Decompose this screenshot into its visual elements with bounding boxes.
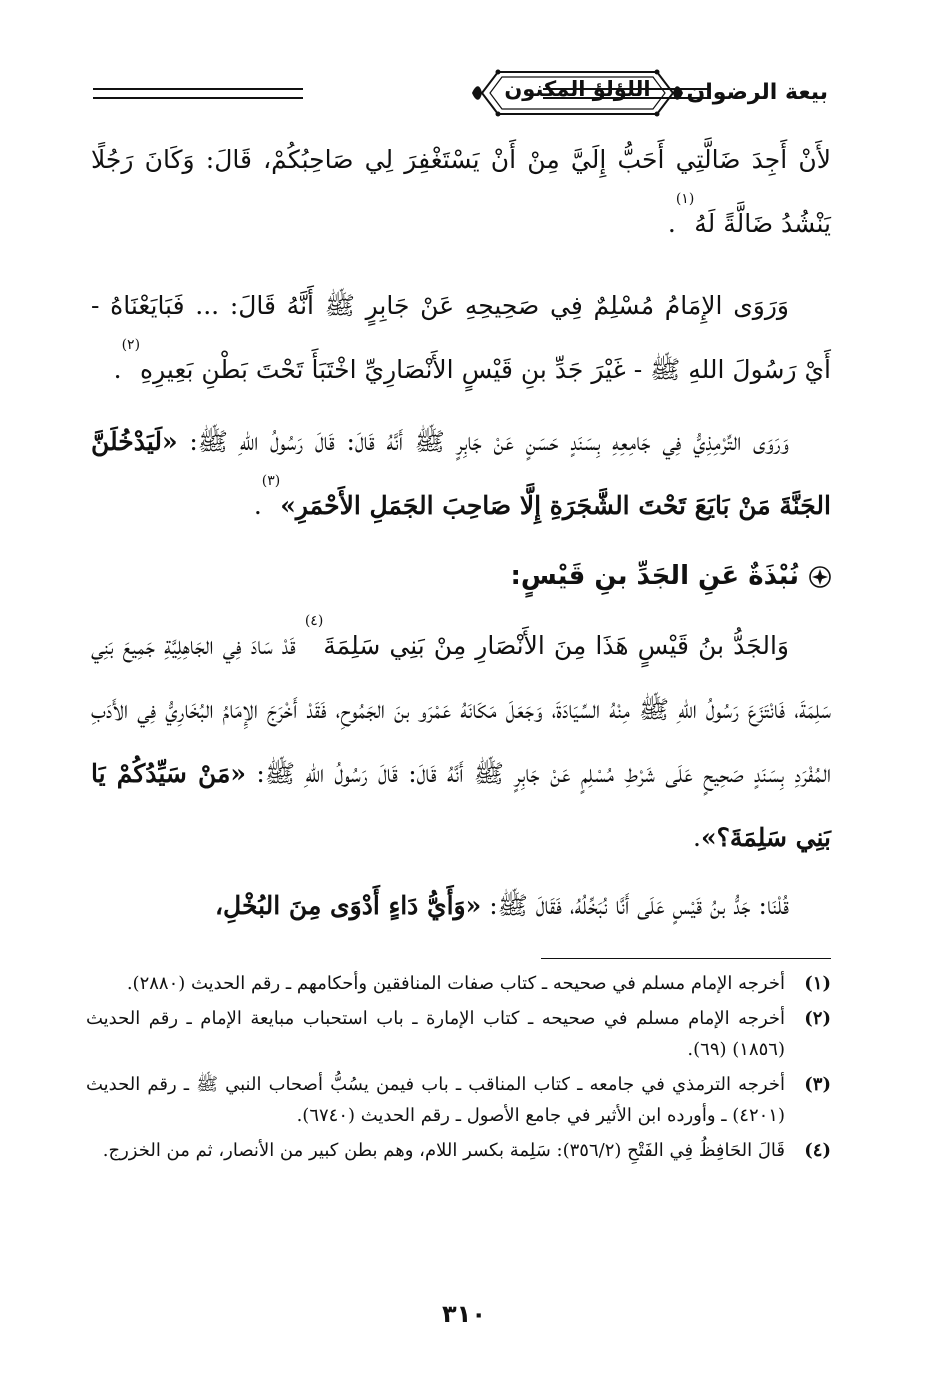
footnote-number: (٤) bbox=[804, 1140, 831, 1161]
paragraph-1 bbox=[91, 128, 831, 256]
footnote-text: أخرجه الإمام مسلم في صحيحه ـ كتاب صفات المنافقين وأحكامهم ـ رقم الحديث (٢٨٨٠). bbox=[126, 973, 785, 994]
paragraph-4-text-a: وَالجَدُّ بنُ قَيْسٍ هَذَا مِنَ الأَنْصَارِ مِنْ بَنِي سَلِمَةَ bbox=[323, 631, 790, 660]
paragraph-3-text: وَرَوَى التِّرْمِذِيُّ فِي جَامِعِهِ بِسَنَدٍ حَسَنٍ عَنْ جَابِرٍ ﷺ أَنَّهُ قَالَ: قَالَ رَسُولُ اللهِ ﷺ: bbox=[189, 427, 789, 456]
paragraph-4-text-b: قَدْ سَادَ فِي الجَاهِلِيَّةِ جَمِيعَ بَنِي سَلِمَةَ، فَانْتَزَعَ رَسُولُ اللهِ ﷺ مِنْهُ السِّيَادَةَ، وَجَعَلَ مَكَانَهُ عَمْرَو بنَ الجَمُوحِ، فَقَدْ أَخْرَجَ الإِمَامُ البُخَارِيُّ فِي الأَدَبِ المُفْرَدِ بِسَنَدٍ صَحِيحٍ عَلَى شَرْطِ مُسْلِمٍ عَنْ جَابِرٍ ﷺ أَنَّهُ قَالَ: قَالَ رَسُولُ اللهِ ﷺ: bbox=[91, 631, 832, 788]
paragraph-3 bbox=[91, 410, 831, 538]
chapter-title: بيعة الرضوان bbox=[686, 80, 828, 105]
footnote-separator bbox=[541, 958, 831, 959]
paragraph-3-end: . bbox=[253, 491, 262, 520]
paragraph-5 bbox=[91, 874, 831, 938]
section-heading-text: نُبْذَةٌ عَنِ الجَدِّ بنِ قَيْسٍ: bbox=[510, 561, 799, 591]
footnote-4 bbox=[86, 1135, 831, 1166]
flower-ornament-icon bbox=[809, 566, 831, 588]
footnote-number: (١) bbox=[804, 973, 831, 994]
footnote-ref-3: (٣) bbox=[261, 473, 281, 489]
footnote-text: قَالَ الحَافِظُ فِي الفَتْحِ (٣٥٦/٢): سَلِمة بكسر اللام، وهم بطن كبير من الأنصار، ثم من الخزرج. bbox=[102, 1140, 785, 1161]
paragraph-4-end: . bbox=[693, 823, 701, 852]
footnote-text: أخرجه الترمذي في جامعه ـ كتاب المناقب ـ باب فيمن يسُبُّ أصحاب النبي ﷺ ـ رقم الحديث (٤٢٠١) ـ وأورده ابن الأثير في جامع الأصول ـ رقم الحديث (٦٧٤٠). bbox=[86, 1074, 785, 1126]
book-title-box bbox=[470, 66, 685, 120]
running-header bbox=[88, 52, 828, 112]
paragraph-5-text: قُلْنَا: جَدُّ بنُ قَيْسٍ عَلَى أَنَّا نُبَخِّلُهُ، فَقَالَ ﷺ: bbox=[489, 891, 789, 920]
section-heading bbox=[91, 544, 831, 608]
footnote-number: (٣) bbox=[804, 1074, 831, 1095]
hadith-quote-1: «لَيَدْخُلَنَّ الجَنَّةَ مَنْ بَايَعَ تَحْتَ الشَّجَرَةِ إِلَّا صَاحِبَ الجَمَلِ الأَحْمَرِ» bbox=[91, 427, 831, 520]
footnote-ref-4: (٤) bbox=[304, 613, 324, 629]
paragraph-2-text: وَرَوَى الإِمَامُ مُسْلِمٌ فِي صَحِيحِهِ عَنْ جَابِرٍ ﷺ أَنَّهُ قَالَ: ... فَبَايَعْنَاهُ - أَيْ رَسُولَ اللهِ ﷺ - غَيْرَ جَدِّ بنِ قَيْسٍ الأَنْصَارِيِّ اخْتَبَأَ تَحْتَ بَطْنِ بَعِيرِهِ bbox=[91, 291, 831, 384]
main-text bbox=[91, 128, 831, 938]
paragraph-4 bbox=[91, 614, 831, 870]
paragraph-2 bbox=[91, 274, 831, 402]
footnote-ref-1: (١) bbox=[675, 191, 695, 207]
paragraph-1-text: لأَنْ أَجِدَ ضَالَّتِي أَحَبُّ إِلَيَّ مِنْ أَنْ يَسْتَغْفِرَ لِي صَاحِبُكُمْ، قَالَ: وَكَانَ رَجُلًا يَنْشُدُ ضَالَّةً لَهُ bbox=[91, 145, 831, 238]
header-rule-left bbox=[93, 88, 303, 99]
hadith-quote-2: «مَنْ سَيِّدُكُمْ يَا بَنِي سَلِمَةَ؟» bbox=[91, 759, 831, 852]
page-number: ٣١٠ bbox=[442, 1300, 486, 1328]
paragraph-1-end: . bbox=[667, 209, 676, 238]
book-title: اللؤلؤ المكنون bbox=[504, 77, 651, 101]
footnote-number: (٢) bbox=[804, 1008, 831, 1029]
paragraph-2-end: . bbox=[113, 355, 122, 384]
footnotes bbox=[86, 968, 831, 1170]
footnote-text: أخرجه الإمام مسلم في صحيحه ـ كتاب الإمارة ـ باب استحباب مبايعة الإمام ـ رقم الحديث (١٨٥٦) (٦٩). bbox=[86, 1008, 785, 1060]
footnote-ref-2: (٢) bbox=[121, 337, 141, 353]
footnote-1 bbox=[86, 968, 831, 999]
footnote-3 bbox=[86, 1069, 831, 1131]
footnote-2 bbox=[86, 1003, 831, 1065]
hadith-quote-3: «وَأَيُّ دَاءٍ أَدْوَى مِنَ البُخْلِ، bbox=[214, 891, 482, 920]
